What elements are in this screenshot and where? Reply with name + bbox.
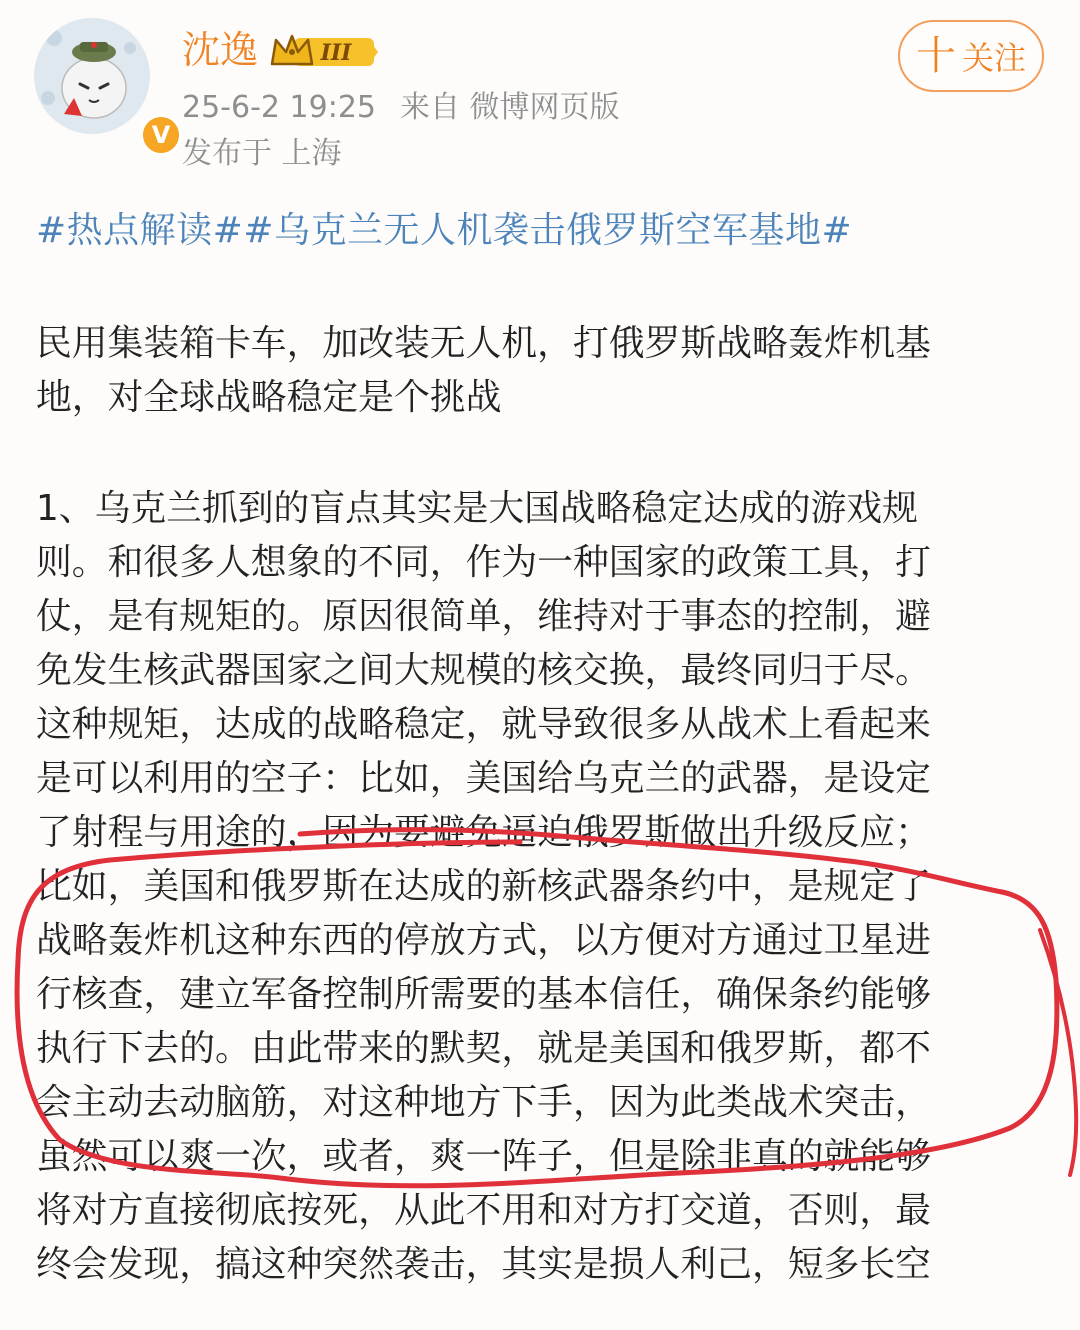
text-line: 1、乌克兰抓到的盲点其实是大国战略稳定达成的游戏规 (36, 488, 918, 529)
text-line: 战略轰炸机这种东西的停放方式，以方便对方通过卫星进 (36, 920, 931, 961)
text-line: 会主动去动脑筋，对这种地方下手，因为此类战术突击， (36, 1082, 931, 1123)
text-line: 虽然可以爽一次，或者，爽一阵子，但是除非真的就能够 (36, 1136, 931, 1177)
plus-icon: 十 (915, 33, 956, 79)
avatar[interactable] (34, 18, 171, 149)
text-line: 仗，是有规矩的。原因很简单，维持对于事态的控制，避 (36, 596, 931, 637)
text-line: 是可以利用的空子：比如，美国给乌克兰的武器，是设定 (36, 758, 931, 799)
level-text: III (320, 40, 352, 66)
post-meta (182, 88, 620, 128)
post-paragraph-1 (36, 317, 1046, 425)
text-line: 行核查，建立军备控制所需要的基本信任，确保条约能够 (36, 974, 931, 1015)
text-line: 免发生核武器国家之间大规模的核交换，最终同归于尽。 (36, 650, 931, 691)
follow-button[interactable] (898, 20, 1044, 92)
post-location: 发布于 上海 (182, 136, 342, 171)
text-line: 执行下去的。由此带来的默契，就是美国和俄罗斯，都不 (36, 1028, 931, 1069)
author-name[interactable]: 沈逸 (182, 28, 259, 72)
avatar-image (34, 18, 150, 134)
post-timestamp[interactable]: 25-6-2 19:25 (182, 90, 376, 125)
member-level-badge[interactable] (268, 30, 380, 74)
follow-label: 关注 (961, 39, 1026, 77)
text-line: 这种规矩，达成的战略稳定，就导致很多从战术上看起来 (36, 704, 931, 745)
text-line: 将对方直接彻底按死，从此不用和对方打交道，否则，最 (36, 1190, 931, 1231)
text-line: 地，对全球战略稳定是个挑战 (36, 377, 502, 418)
post-paragraph-2 (36, 482, 1046, 1292)
hashtag-links[interactable]: #热点解读##乌克兰无人机袭击俄罗斯空军基地# (36, 210, 853, 251)
verified-badge: V (140, 114, 182, 156)
text-line: 则。和很多人想象的不同，作为一种国家的政策工具，打 (36, 542, 931, 583)
text-line: 了射程与用途的，因为要避免逼迫俄罗斯做出升级反应； (36, 812, 931, 853)
text-line: 民用集装箱卡车，加改装无人机，打俄罗斯战略轰炸机基 (36, 323, 931, 364)
text-line: 终会发现，搞这种突然袭击，其实是损人利己，短多长空 (36, 1244, 931, 1285)
post-source: 来自 微博网页版 (400, 90, 620, 125)
text-line: 比如，美国和俄罗斯在达成的新核武器条约中，是规定了 (36, 866, 931, 907)
